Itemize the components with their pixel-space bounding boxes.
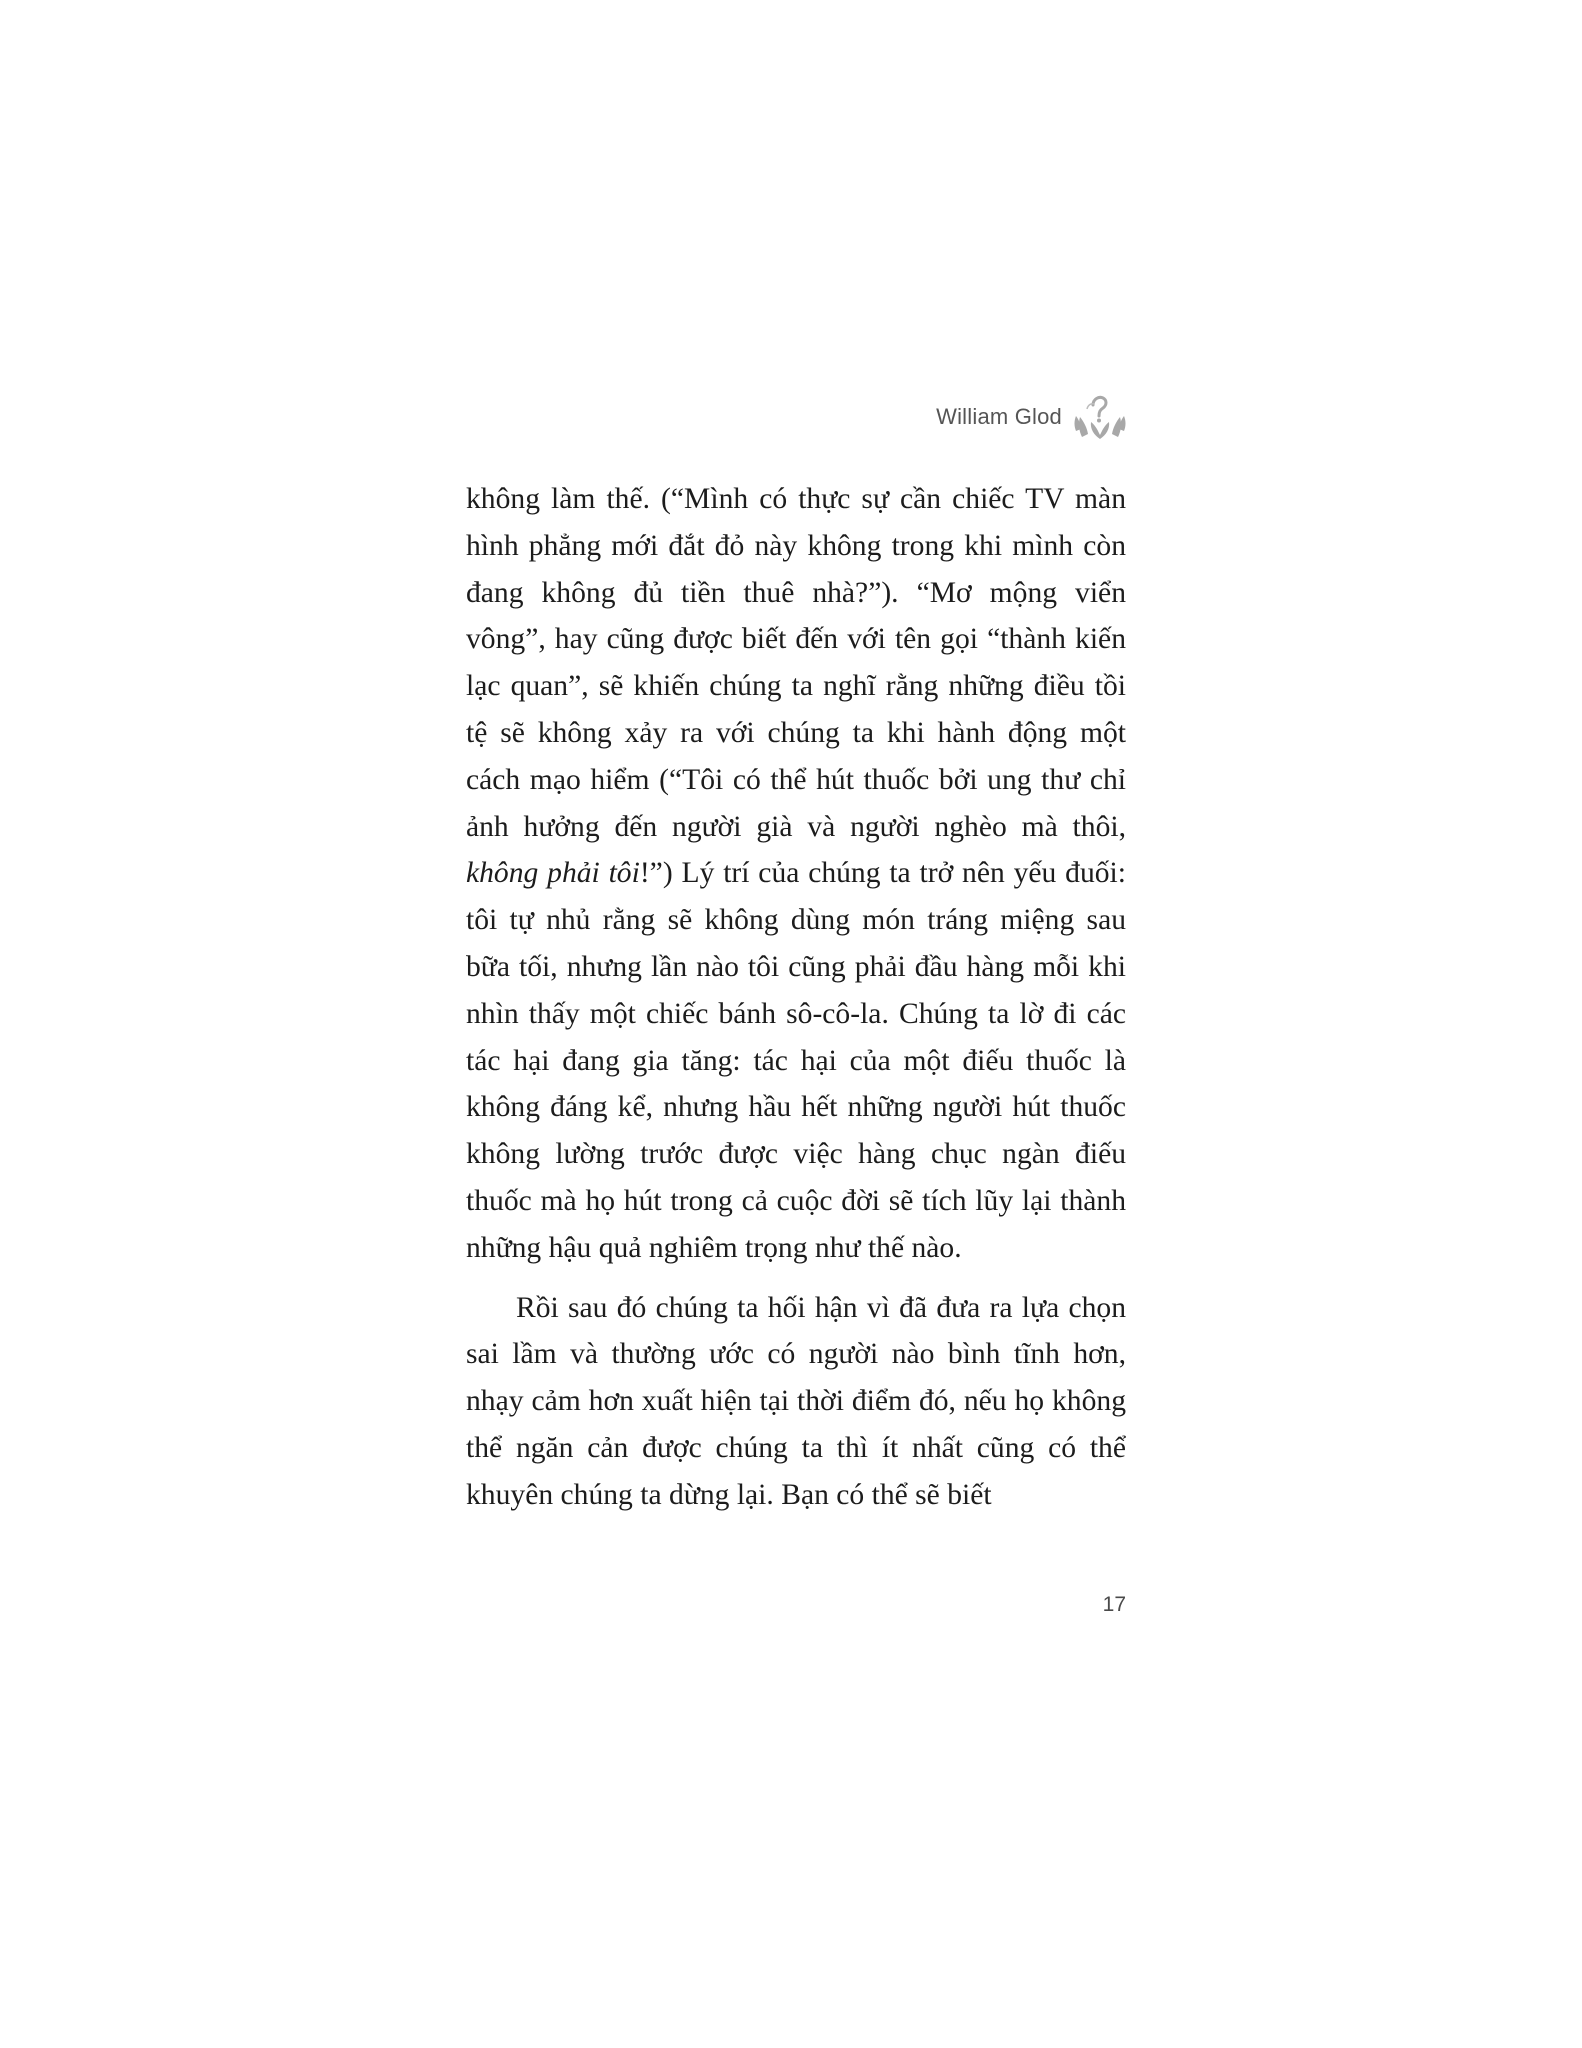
- author-name: William Glod: [936, 404, 1062, 429]
- paragraph-1: [466, 476, 1126, 1272]
- paragraph-1-text-a: không làm thế. (“Mình có thực sự cần chiếc TV màn hình phẳng mới đắt đỏ này không trong khi mình còn đang không đủ tiền thuê nhà?”). “Mơ mộng viển vông”, hay cũng được biết đến với tên gọi “thành kiến lạc quan”, sẽ khiến chúng ta nghĩ rằng những điều tồi tệ sẽ không xảy ra với chúng ta khi hành động một cách mạo hiểm (“Tôi có thể hút thuốc bởi ung thư chỉ ảnh hưởng đến người già và người nghèo mà thôi,: [466, 483, 1126, 843]
- body-text: [466, 476, 1126, 1519]
- page-number: 17: [1102, 1593, 1126, 1616]
- crown-question-logo-icon: [1074, 395, 1126, 439]
- running-header: [466, 392, 1126, 442]
- emphasis-italic: không phải tôi: [466, 857, 640, 890]
- paragraph-2: Rồi sau đó chúng ta hối hận vì đã đưa ra lựa chọn sai lầm và thường ước có người nào bình tĩnh hơn, nhạy cảm hơn xuất hiện tại thời điểm đó, nếu họ không thể ngăn cản được chúng ta thì ít nhất cũng có thể khuyên chúng ta dừng lại. Bạn có thể sẽ biết: [466, 1291, 1126, 1511]
- paragraph-1-text-b: !”) Lý trí của chúng ta trở nên yếu đuối: tôi tự nhủ rằng sẽ không dùng món tráng miệng sau bữa tối, nhưng lần nào tôi cũng phải đầu hàng mỗi khi nhìn thấy một chiếc bánh sô-cô-la. Chúng ta lờ đi các tác hại đang gia tăng: tác hại của một điếu thuốc là không đáng kể, nhưng hầu hết những người hút thuốc không lường trước được việc hàng chục ngàn điếu thuốc mà họ hút trong cả cuộc đời sẽ tích lũy lại thành những hậu quả nghiêm trọng như thế nào.: [466, 857, 1126, 1264]
